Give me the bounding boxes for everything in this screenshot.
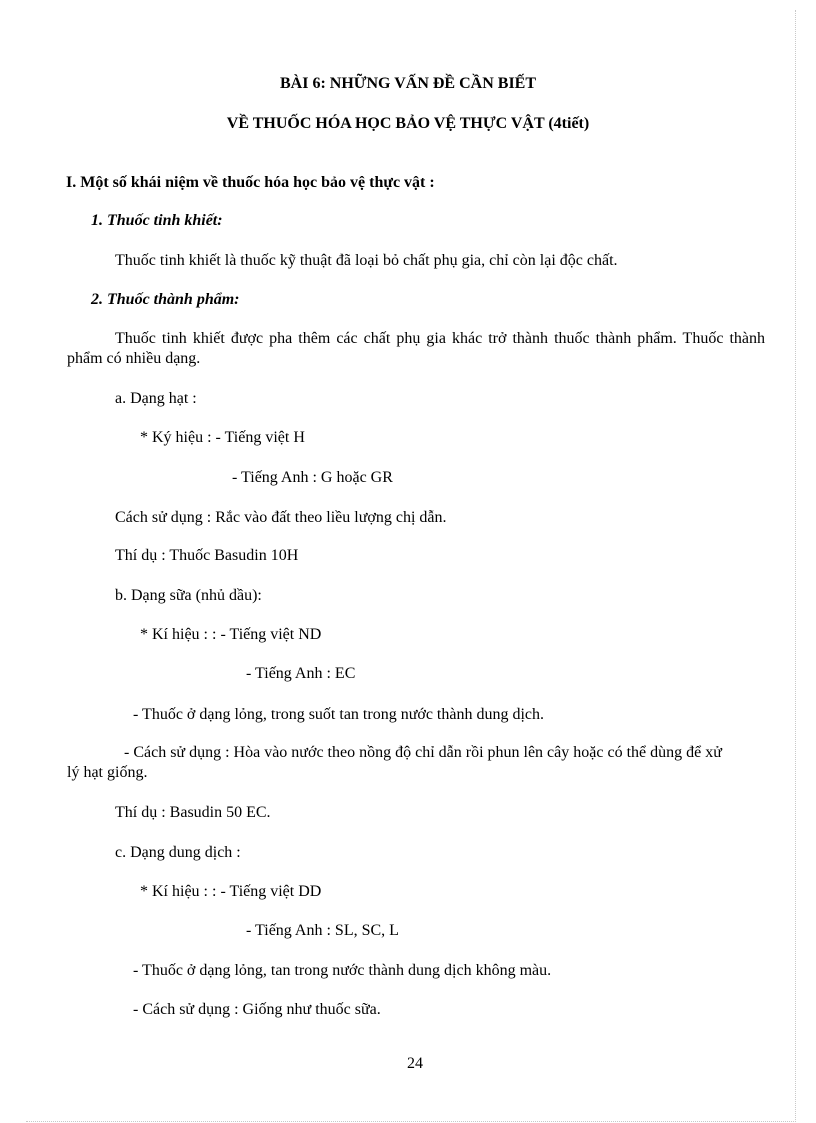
symbol-vn-a: * Ký hiệu : - Tiếng việt H — [140, 429, 305, 446]
subsection-heading-finished: 2. Thuốc thành phẩm: — [91, 291, 240, 308]
document-title-line-1: BÀI 6: NHỮNG VẤN ĐỀ CẦN BIẾT — [279, 75, 537, 92]
item-heading-c: c. Dạng dung dịch : — [115, 844, 241, 861]
document-title-line-2: VỀ THUỐC HÓA HỌC BẢO VỆ THỰC VẬT (4tiết) — [226, 115, 590, 132]
symbol-vn-c: * Kí hiệu : : - Tiếng việt DD — [140, 883, 322, 900]
description-c: - Thuốc ở dạng lỏng, tan trong nước thành dung dịch không màu. — [133, 962, 552, 979]
example-a: Thí dụ : Thuốc Basudin 10H — [115, 547, 299, 564]
item-heading-a: a. Dạng hạt : — [115, 390, 197, 407]
paragraph-pure: Thuốc tinh khiết là thuốc kỹ thuật đã loại bỏ chất phụ gia, chỉ còn lại độc chất. — [115, 252, 618, 269]
example-b: Thí dụ : Basudin 50 EC. — [115, 804, 271, 821]
symbol-en-b: - Tiếng Anh : EC — [246, 665, 356, 682]
symbol-en-c: - Tiếng Anh : SL, SC, L — [246, 922, 399, 939]
symbol-en-a: - Tiếng Anh : G hoặc GR — [232, 469, 393, 486]
page-number: 24 — [407, 1055, 423, 1072]
section-heading: I. Một số khái niệm về thuốc hóa học bảo vệ thực vật : — [66, 174, 435, 191]
subsection-heading-pure: 1. Thuốc tinh khiết: — [91, 212, 223, 229]
paragraph-finished: Thuốc tinh khiết được pha thêm các chất phụ gia khác trở thành thuốc thành phẩm. Thuốc thành phẩm có nhiều dạng. — [67, 330, 765, 367]
usage-c: - Cách sử dụng : Giống như thuốc sữa. — [133, 1001, 381, 1018]
usage-b: - Cách sử dụng : Hòa vào nước theo nồng độ chỉ dẫn rồi phun lên cây hoặc có thể dùng để xử lý hạt giống. — [67, 744, 722, 781]
item-heading-b: b. Dạng sữa (nhủ dầu): — [115, 587, 262, 604]
symbol-vn-b: * Kí hiệu : : - Tiếng việt ND — [140, 626, 322, 643]
usage-a: Cách sử dụng : Rắc vào đất theo liều lượng chị dẫn. — [115, 509, 447, 526]
description-b: - Thuốc ở dạng lỏng, trong suốt tan trong nước thành dung dịch. — [133, 706, 545, 723]
